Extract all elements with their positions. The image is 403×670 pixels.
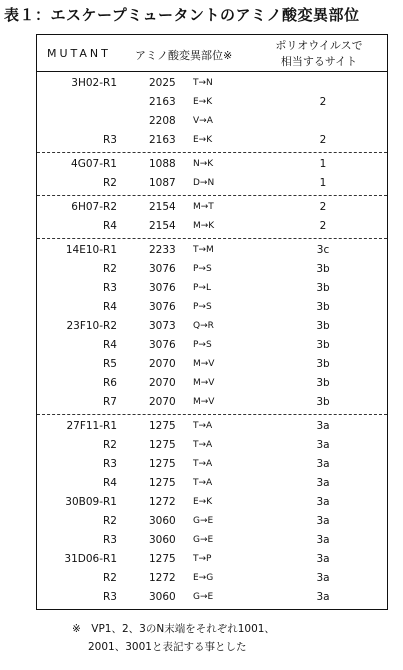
- residue-position: 1275: [149, 439, 176, 451]
- header-polio-site: [263, 38, 375, 70]
- header-site: アミノ酸変異部位※: [135, 49, 233, 62]
- residue-position: 2154: [149, 220, 176, 232]
- polio-site: 3b: [316, 358, 330, 370]
- table-row: [37, 317, 387, 336]
- polio-site: 3b: [316, 320, 330, 332]
- polio-site: 3a: [316, 572, 330, 584]
- mutant-id: R3: [103, 458, 117, 470]
- mutant-id: 30B09-R1: [65, 496, 117, 508]
- residue-position: 2070: [149, 358, 176, 370]
- mutant-id: R2: [103, 572, 117, 584]
- amino-acid-change: V→A: [193, 116, 213, 126]
- residue-position: 3076: [149, 263, 176, 275]
- amino-acid-change: P→L: [193, 283, 211, 293]
- amino-acid-change: E→K: [193, 97, 213, 107]
- mutation-table: [36, 34, 388, 610]
- residue-position: 1275: [149, 477, 176, 489]
- amino-acid-change: G→E: [193, 516, 214, 526]
- mutant-id: R7: [103, 396, 117, 408]
- footnote-line2: 2001、3001と表記する事とした: [88, 641, 247, 653]
- row-group: [37, 196, 387, 239]
- polio-site: 1: [319, 177, 327, 189]
- row-group: [37, 239, 387, 415]
- amino-acid-change: T→A: [193, 421, 213, 431]
- table-row: [37, 93, 387, 112]
- amino-acid-change: E→K: [193, 497, 213, 507]
- residue-position: 1275: [149, 420, 176, 432]
- table-row: [37, 112, 387, 131]
- table-header: [37, 35, 387, 72]
- table-row: [37, 198, 387, 217]
- table-row: [37, 174, 387, 193]
- residue-position: 2070: [149, 377, 176, 389]
- polio-site: 3a: [316, 439, 330, 451]
- mutant-id: R3: [103, 282, 117, 294]
- residue-position: 2163: [149, 134, 176, 146]
- residue-position: 3076: [149, 301, 176, 313]
- footnote-line1: ※ VP1、2、3のN末端をそれぞれ1001、: [72, 623, 275, 635]
- mutant-id: 6H07-R2: [71, 201, 117, 213]
- header-polio-line1: ポリオウイルスで: [275, 39, 363, 52]
- mutant-id: R2: [103, 515, 117, 527]
- polio-site: 3a: [316, 534, 330, 546]
- table-row: [37, 155, 387, 174]
- table-row: [37, 474, 387, 493]
- table-row: [37, 569, 387, 588]
- residue-position: 1087: [149, 177, 176, 189]
- amino-acid-change: G→E: [193, 535, 214, 545]
- amino-acid-change: P→S: [193, 264, 212, 274]
- polio-site: 1: [319, 158, 327, 170]
- table-row: [37, 260, 387, 279]
- amino-acid-change: N→K: [193, 159, 214, 169]
- table-row: [37, 74, 387, 93]
- amino-acid-change: E→G: [193, 573, 214, 583]
- polio-site: 3b: [316, 339, 330, 351]
- mutant-id: 3H02-R1: [71, 77, 117, 89]
- row-group: [37, 72, 387, 153]
- residue-position: 3076: [149, 282, 176, 294]
- mutant-id: R2: [103, 177, 117, 189]
- residue-position: 3073: [149, 320, 176, 332]
- amino-acid-change: M→V: [193, 378, 215, 388]
- mutant-id: R4: [103, 301, 117, 313]
- table-row: [37, 355, 387, 374]
- row-group: [37, 415, 387, 609]
- table-row: [37, 298, 387, 317]
- polio-site: 3b: [316, 282, 330, 294]
- header-polio-line2: 相当するサイト: [280, 55, 358, 68]
- table-row: [37, 588, 387, 607]
- amino-acid-change: D→N: [193, 178, 215, 188]
- residue-position: 1272: [149, 572, 176, 584]
- table-title: 表１：エスケープミュータントのアミノ酸変異部位: [4, 6, 360, 24]
- polio-site: 2: [319, 220, 327, 232]
- polio-site: 3a: [316, 496, 330, 508]
- table-row: [37, 393, 387, 412]
- table-row: [37, 217, 387, 236]
- table-row: [37, 241, 387, 260]
- table-row: [37, 550, 387, 569]
- mutant-id: R4: [103, 477, 117, 489]
- residue-position: 3060: [149, 591, 176, 603]
- polio-site: 2: [319, 96, 327, 108]
- polio-site: 3a: [316, 458, 330, 470]
- polio-site: 3c: [316, 244, 330, 256]
- residue-position: 2233: [149, 244, 176, 256]
- residue-position: 3060: [149, 534, 176, 546]
- polio-site: 3a: [316, 553, 330, 565]
- amino-acid-change: M→K: [193, 221, 215, 231]
- amino-acid-change: P→S: [193, 340, 212, 350]
- amino-acid-change: T→A: [193, 459, 213, 469]
- table-row: [37, 455, 387, 474]
- mutant-id: 14E10-R1: [65, 244, 117, 256]
- amino-acid-change: Q→R: [193, 321, 214, 331]
- amino-acid-change: M→T: [193, 202, 214, 212]
- header-mutant: MUTANT: [47, 47, 111, 60]
- polio-site: 3a: [316, 515, 330, 527]
- residue-position: 1088: [149, 158, 176, 170]
- table-body: [37, 72, 387, 609]
- polio-site: 3a: [316, 420, 330, 432]
- table-row: [37, 512, 387, 531]
- mutant-id: R4: [103, 220, 117, 232]
- mutant-id: R2: [103, 439, 117, 451]
- polio-site: 3b: [316, 396, 330, 408]
- amino-acid-change: P→S: [193, 302, 212, 312]
- mutant-id: R4: [103, 339, 117, 351]
- mutant-id: R3: [103, 591, 117, 603]
- amino-acid-change: T→M: [193, 245, 214, 255]
- amino-acid-change: T→P: [193, 554, 212, 564]
- amino-acid-change: G→E: [193, 592, 214, 602]
- mutant-id: 23F10-R2: [66, 320, 117, 332]
- table-row: [37, 279, 387, 298]
- table-row: [37, 336, 387, 355]
- polio-site: 3b: [316, 377, 330, 389]
- polio-site: 3a: [316, 477, 330, 489]
- amino-acid-change: M→V: [193, 397, 215, 407]
- table-row: [37, 131, 387, 150]
- amino-acid-change: M→V: [193, 359, 215, 369]
- footnote: [72, 620, 275, 656]
- table-row: [37, 436, 387, 455]
- amino-acid-change: T→A: [193, 440, 213, 450]
- mutant-id: R6: [103, 377, 117, 389]
- mutant-id: R3: [103, 534, 117, 546]
- residue-position: 2070: [149, 396, 176, 408]
- residue-position: 2154: [149, 201, 176, 213]
- residue-position: 1275: [149, 553, 176, 565]
- mutant-id: 27F11-R1: [66, 420, 117, 432]
- polio-site: 3b: [316, 301, 330, 313]
- polio-site: 3b: [316, 263, 330, 275]
- mutant-id: R2: [103, 263, 117, 275]
- polio-site: 3a: [316, 591, 330, 603]
- table-row: [37, 374, 387, 393]
- amino-acid-change: T→A: [193, 478, 213, 488]
- amino-acid-change: T→N: [193, 78, 213, 88]
- residue-position: 1275: [149, 458, 176, 470]
- mutant-id: R5: [103, 358, 117, 370]
- polio-site: 2: [319, 134, 327, 146]
- row-group: [37, 153, 387, 196]
- residue-position: 2208: [149, 115, 176, 127]
- amino-acid-change: E→K: [193, 135, 213, 145]
- table-row: [37, 493, 387, 512]
- residue-position: 1272: [149, 496, 176, 508]
- table-row: [37, 531, 387, 550]
- mutant-id: 31D06-R1: [64, 553, 117, 565]
- mutant-id: R3: [103, 134, 117, 146]
- residue-position: 3076: [149, 339, 176, 351]
- residue-position: 2025: [149, 77, 176, 89]
- residue-position: 3060: [149, 515, 176, 527]
- polio-site: 2: [319, 201, 327, 213]
- residue-position: 2163: [149, 96, 176, 108]
- mutant-id: 4G07-R1: [71, 158, 117, 170]
- table-row: [37, 417, 387, 436]
